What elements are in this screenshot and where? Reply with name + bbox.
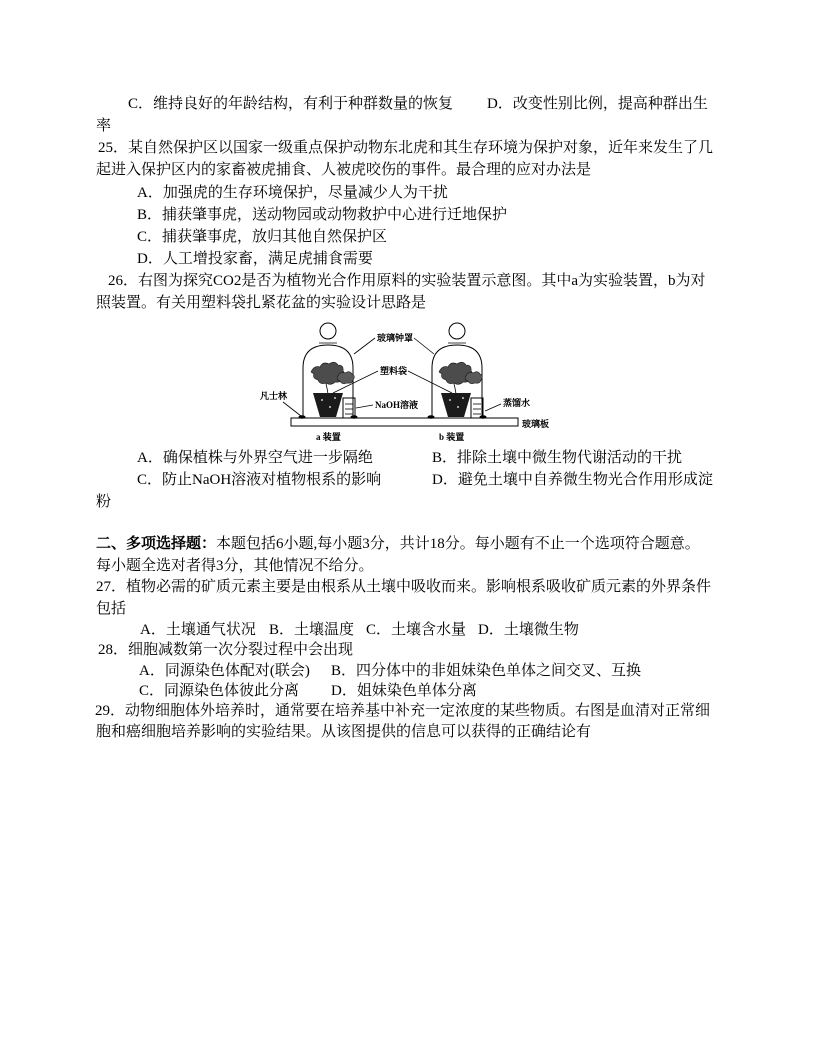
q26-option-d-wrap: 粉 bbox=[96, 494, 112, 510]
q27-option-a: A．土壤通气状况 bbox=[140, 622, 256, 638]
bell-jar-a-knob-icon bbox=[320, 323, 336, 339]
vaseline-seal bbox=[428, 415, 435, 419]
q24-option-d-wrap: 率 bbox=[96, 118, 112, 134]
label-device-a: a 装置 bbox=[316, 432, 341, 442]
q26-option-b: B．排除土壤中微生物代谢活动的干扰 bbox=[432, 450, 683, 466]
plant-a bbox=[311, 362, 354, 394]
q25-option-c: C．捕获肇事虎，放归其他自然保护区 bbox=[137, 229, 388, 245]
q27-option-c: C．土壤含水量 bbox=[366, 622, 467, 638]
section-2-note: 每小题全选对者得3分，其他情况不给分。 bbox=[96, 558, 374, 574]
q28-stem: 28．细胞减数第一次分裂过程中会出现 bbox=[98, 642, 354, 658]
glass-plate bbox=[291, 418, 518, 426]
label-bell-jar: 玻璃钟罩 bbox=[377, 333, 414, 343]
leader-water bbox=[485, 404, 501, 411]
label-distilled-water: 蒸馏水 bbox=[503, 398, 531, 408]
q27-option-d: D．土壤微生物 bbox=[478, 622, 579, 638]
q26-stem-line-1: 26．右图为探究CO2是否为植物光合作用原料的实验装置示意图。其中a为实验装置，b为对 bbox=[108, 273, 706, 289]
q28-option-d: D．姐妹染色单体分离 bbox=[331, 683, 477, 699]
label-plastic-bag: 塑料袋 bbox=[380, 366, 408, 376]
section-2-title-rest: 本题包括6小题,每小题3分，共计18分。每小题有不止一个选项符合题意。 bbox=[216, 536, 700, 552]
bell-jar-b-knob-icon bbox=[449, 323, 465, 339]
q28-option-c: C．同源染色体彼此分离 bbox=[139, 683, 300, 699]
section-2-title: 二、多项选择题： bbox=[96, 536, 217, 552]
experiment-diagram bbox=[256, 310, 586, 448]
q26-option-c: C．防止NaOH溶液对植物根系的影响 bbox=[137, 472, 382, 488]
q25-stem-line-1: 25．某自然保护区以国家一级重点保护动物东北虎和其生存环境为保护对象，近年来发生了几 bbox=[98, 140, 714, 156]
q25-option-b: B．捕获肇事虎，送动物园或动物救护中心进行迁地保护 bbox=[137, 207, 508, 223]
label-naoh: NaOH溶液 bbox=[375, 400, 419, 410]
leader-bell-jar-left bbox=[354, 338, 375, 354]
q26-option-d: D．避免土壤中自养微生物光合作用形成淀 bbox=[432, 472, 713, 488]
vaseline-seal bbox=[351, 415, 358, 419]
q26-stem-line-2: 照装置。有关用塑料袋扎紧花盆的实验设计思路是 bbox=[96, 295, 427, 311]
leader-naoh bbox=[356, 405, 373, 408]
vaseline-seal bbox=[480, 415, 487, 419]
q24-option-c: C．维持良好的年龄结构，有利于种群数量的恢复 bbox=[128, 96, 454, 112]
q25-option-d: D．人工增投家畜，满足虎捕食需要 bbox=[137, 251, 373, 267]
q27-option-b: B．土壤温度 bbox=[269, 622, 355, 638]
q25-stem-line-2: 起进入保护区内的家畜被虎捕食、人被虎咬伤的事件。最合理的应对办法是 bbox=[96, 162, 592, 178]
section-2-header bbox=[96, 534, 700, 554]
q26-option-a: A．确保植株与外界空气进一步隔绝 bbox=[137, 450, 373, 466]
leader-bell-jar-right bbox=[414, 338, 434, 354]
q29-stem-line-1: 29．动物细胞体外培养时，通常要在培养基中补充一定浓度的某些物质。右图是血清对正常细 bbox=[95, 703, 711, 719]
q28-option-a: A．同源染色体配对(联会) bbox=[139, 663, 310, 679]
q27-stem-line-2: 包括 bbox=[96, 601, 127, 617]
vaseline-seal bbox=[299, 415, 306, 419]
label-device-b: b 装置 bbox=[439, 432, 465, 442]
q25-option-a: A．加强虎的生存环境保护，尽量减少人为干扰 bbox=[137, 185, 448, 201]
plant-b bbox=[439, 362, 482, 394]
leader-vaseline bbox=[283, 402, 301, 416]
q24-option-d: D．改变性别比例，提高种群出生 bbox=[487, 96, 708, 112]
q28-option-b: B．四分体中的非姐妹染色单体之间交叉、互换 bbox=[331, 663, 642, 679]
label-glass-plate: 玻璃板 bbox=[522, 419, 550, 429]
pot-a bbox=[313, 393, 343, 417]
q27-stem-line-1: 27．植物必需的矿质元素主要是由根系从土壤中吸收而来。影响根系吸收矿质元素的外界条件 bbox=[96, 579, 712, 595]
label-vaseline: 凡士林 bbox=[260, 391, 288, 401]
water-beaker bbox=[471, 398, 483, 418]
q29-stem-line-2: 胞和癌细胞培养影响的实验结果。从该图提供的信息可以获得的正确结论有 bbox=[96, 724, 592, 740]
pot-b bbox=[441, 393, 471, 417]
